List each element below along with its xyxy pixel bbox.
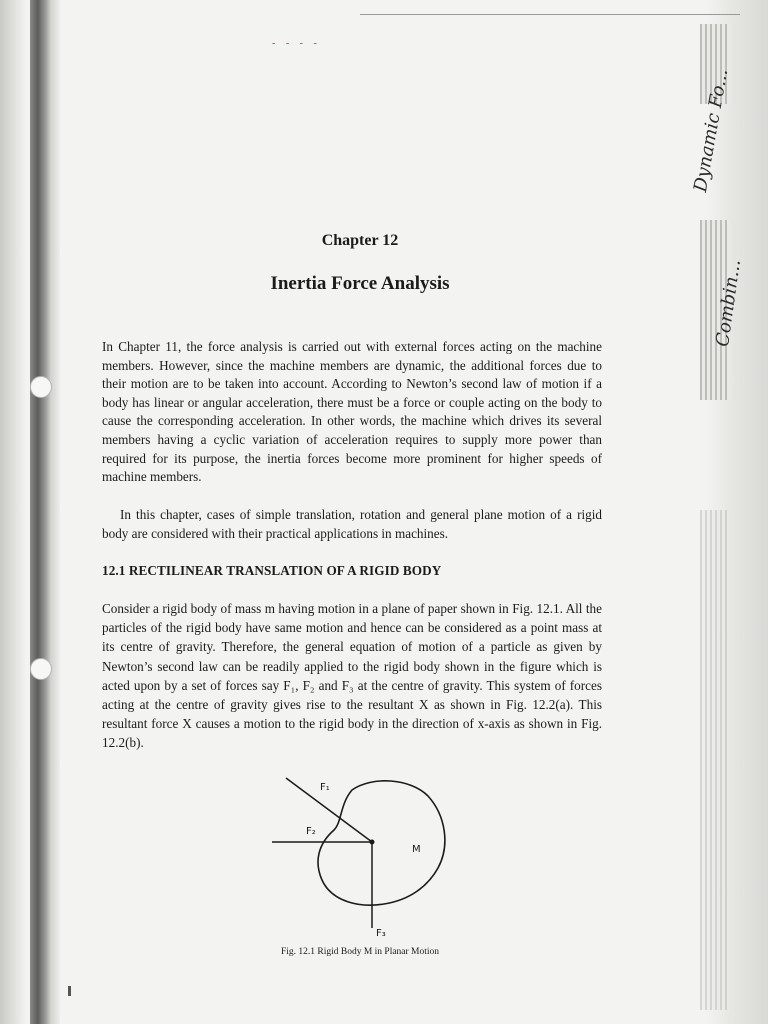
chapter-title: Inertia Force Analysis [270,273,450,294]
rigid-body-outline [318,781,445,905]
centre-of-gravity-point [370,840,375,845]
punch-hole-top [30,376,52,398]
scan-speck [68,986,71,996]
force-f2-label: F₂ [306,826,316,837]
margin-handwriting-middle: Combin... [712,258,746,348]
red-ink-marks: - - - - [272,38,321,49]
figure-caption: Fig. 12.1 Rigid Body M in Planar Motion [280,947,440,957]
section-paragraph: Consider a rigid body of mass m having motion in a plane of paper shown in Fig. 12.1. All the particles of the rigid body have same motion and hence can be considered as a point mass at its centre of gravity. Therefore, the general equation of motion of a particle as given by Newton’s second law can be readily applied to the rigid body shown in the figure which is acted upon by a set of forces say F₁, F₂ and F₃ at the centre of gravity. This system of forces acting at the centre of gravity gives rise to the resultant X as shown in Fig. 12.2(a). This resultant force X causes a motion to the rigid body in the direction of x-axis as shown in Fig. 12.2(b). [102,601,602,751]
scan-top-line [360,14,740,15]
book-binding-shadow [30,0,52,1024]
scope-paragraph: In this chapter, cases of simple translation, rotation and general plane motion of a rigid body are considered with their practical applications in machines. [102,507,602,541]
section-heading: 12.1 RECTILINEAR TRANSLATION OF A RIGID BODY [102,563,442,578]
mass-label: M [412,844,421,855]
chapter-number: Chapter 12 [321,232,399,249]
force-f3-label: F₃ [376,928,386,939]
margin-handwriting-top: Dynamic Fo... [690,67,733,194]
scan-left-shadow [0,0,26,1024]
rigid-body-diagram [260,768,460,940]
punch-hole-bottom [30,658,52,680]
binding-gutter [50,0,60,1024]
force-f1-label: F₁ [320,782,330,793]
intro-paragraph: In Chapter 11, the force analysis is carried out with external forces acting on the machine members. However, since the machine members are dynamic, the additional forces due to their motion are to be taken into account. According to Newton’s second law of motion if a body has linear or angular acceleration, there must be a force or couple acting on the body to cause the corresponding acceleration. In other words, the machine which drives its several members having a cyclic variation of acceleration requires to supply more power than required for its purpose, the inertia forces become more prominent for higher speeds of machine members. [102,339,602,485]
page-edge-strip-bottom [700,510,730,1010]
rigid-body-figure [260,768,460,940]
